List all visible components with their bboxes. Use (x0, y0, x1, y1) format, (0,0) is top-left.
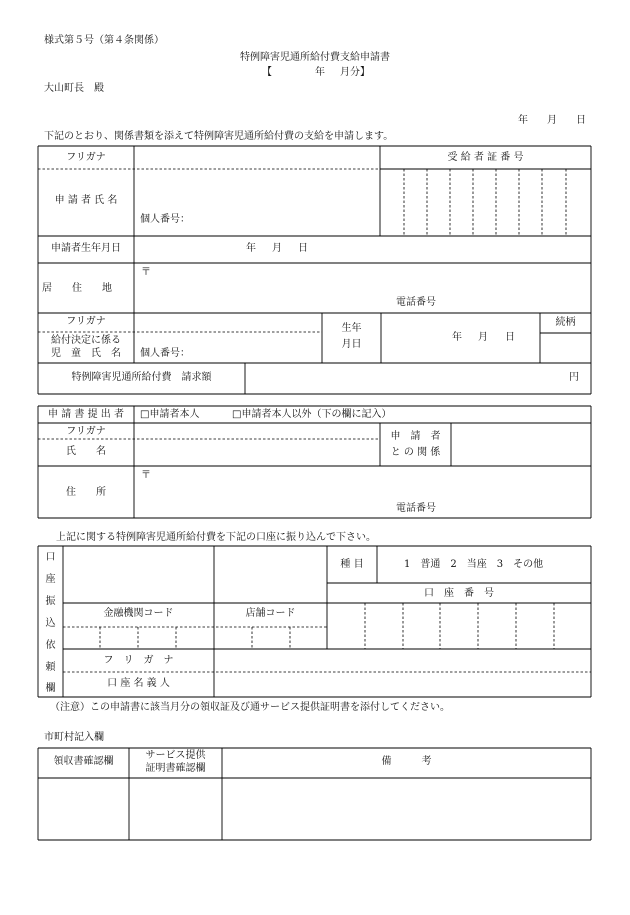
child-personal-number: 個人番号： (140, 348, 190, 359)
relation-label: 続柄 (555, 317, 576, 328)
service-cert-label-line2: 証明書確認欄 (145, 763, 206, 774)
submitter-option-self[interactable]: □申請者本人 (140, 409, 200, 420)
submitter-relation-line1: 申 請 者 (390, 431, 441, 442)
date-month: 月 (547, 115, 557, 126)
submitter-label: 申 請 書 提 出 者 (48, 409, 124, 420)
child-label-line1: 給付決定に係る (51, 335, 121, 346)
bank-side-char-7: 欄 (45, 683, 56, 694)
applicant-dob-month: 月 (272, 243, 282, 254)
claim-amount-label: 特例障害児通所給付費 請求額 (71, 372, 212, 383)
applicant-name-label: 申 請 者 氏 名 (54, 195, 118, 206)
submitter-table-lines (38, 406, 591, 518)
submitter-relation-line2: と の 関 係 (390, 447, 441, 458)
submitter-phone-label: 電話番号 (396, 503, 436, 514)
recipient-number-label: 受 給 者 証 番 号 (447, 152, 524, 163)
address-phone-label: 電話番号 (396, 297, 436, 308)
bank-side-char-1: 口 (45, 552, 56, 563)
bank-side-char-6: 頼 (45, 662, 56, 673)
child-dob-month: 月 (478, 332, 488, 343)
child-dob-day: 日 (505, 332, 515, 343)
account-number-label: 口 座 番 号 (424, 588, 494, 599)
receipt-check-label: 領収書確認欄 (53, 756, 114, 767)
period-month: 月分】 (340, 67, 370, 78)
note-text: （注意）この申請書に該当月分の領収証及び通サービス提供証明書を添付してください。 (50, 702, 450, 713)
submitter-furigana-label: フリガナ (66, 426, 106, 437)
form-number: 様式第５号（第４条関係） (44, 35, 164, 46)
submitter-name-label: 氏 名 (66, 446, 106, 457)
period-bracket-open: 【 (262, 67, 272, 78)
bank-side-char-2: 座 (45, 574, 56, 585)
applicant-dob-year: 年 (246, 243, 256, 254)
bank-side-char-4: 込 (45, 618, 56, 629)
address-postal-mark: 〒 (141, 267, 151, 278)
submitter-option-other[interactable]: □申請者本人以外（下の欄に記入） (232, 409, 392, 420)
branch-code-label: 店舗コード (245, 608, 296, 619)
municipal-section-label: 市町村記入欄 (44, 732, 104, 743)
applicant-dob-day: 日 (298, 243, 308, 254)
applicant-personal-number: 個人番号： (140, 214, 190, 225)
date-year: 年 (518, 115, 528, 126)
bank-side-char-5: 依 (45, 640, 56, 651)
account-type-label: 種 目 (340, 559, 364, 570)
bank-intro: 上記に関する特例障害児通所給付費を下記の口座に振り込んで下さい。 (56, 532, 376, 543)
period-year: 年 (315, 67, 325, 78)
submitter-postal-mark: 〒 (141, 470, 151, 481)
applicant-dob-label: 申請者生年月日 (51, 243, 121, 254)
remarks-label: 備 考 (381, 756, 432, 767)
bank-code-label: 金融機関コード (103, 608, 174, 619)
claim-yen-unit: 円 (569, 372, 579, 383)
date-day: 日 (576, 115, 586, 126)
applicant-furigana-label: フリガナ (66, 152, 106, 163)
holder-furigana-label: フ リ ガ ナ (103, 655, 174, 666)
child-dob-label-line2: 月日 (341, 339, 362, 350)
child-dob-year: 年 (452, 332, 462, 343)
submitter-address-label: 住 所 (66, 487, 106, 498)
child-dob-label-line1: 生年 (341, 323, 362, 334)
service-cert-label-line1: サービス提供 (145, 750, 206, 761)
account-holder-label: 口 座 名 義 人 (107, 678, 170, 689)
intro-text: 下記のとおり、関係書類を添えて特例障害児通所給付費の支給を申請します。 (44, 131, 394, 142)
child-label-line2: 児 童 氏 名 (51, 348, 121, 359)
bank-side-char-3: 振 (45, 596, 56, 607)
address-label: 居 住 地 (42, 283, 112, 294)
account-type-options[interactable]: 1 普通 2 当座 3 その他 (404, 559, 544, 570)
addressee: 大山町長 殿 (44, 83, 104, 94)
page-title: 特例障害児通所給付費支給申請書 (240, 52, 390, 63)
child-furigana-label: フリガナ (66, 316, 106, 327)
